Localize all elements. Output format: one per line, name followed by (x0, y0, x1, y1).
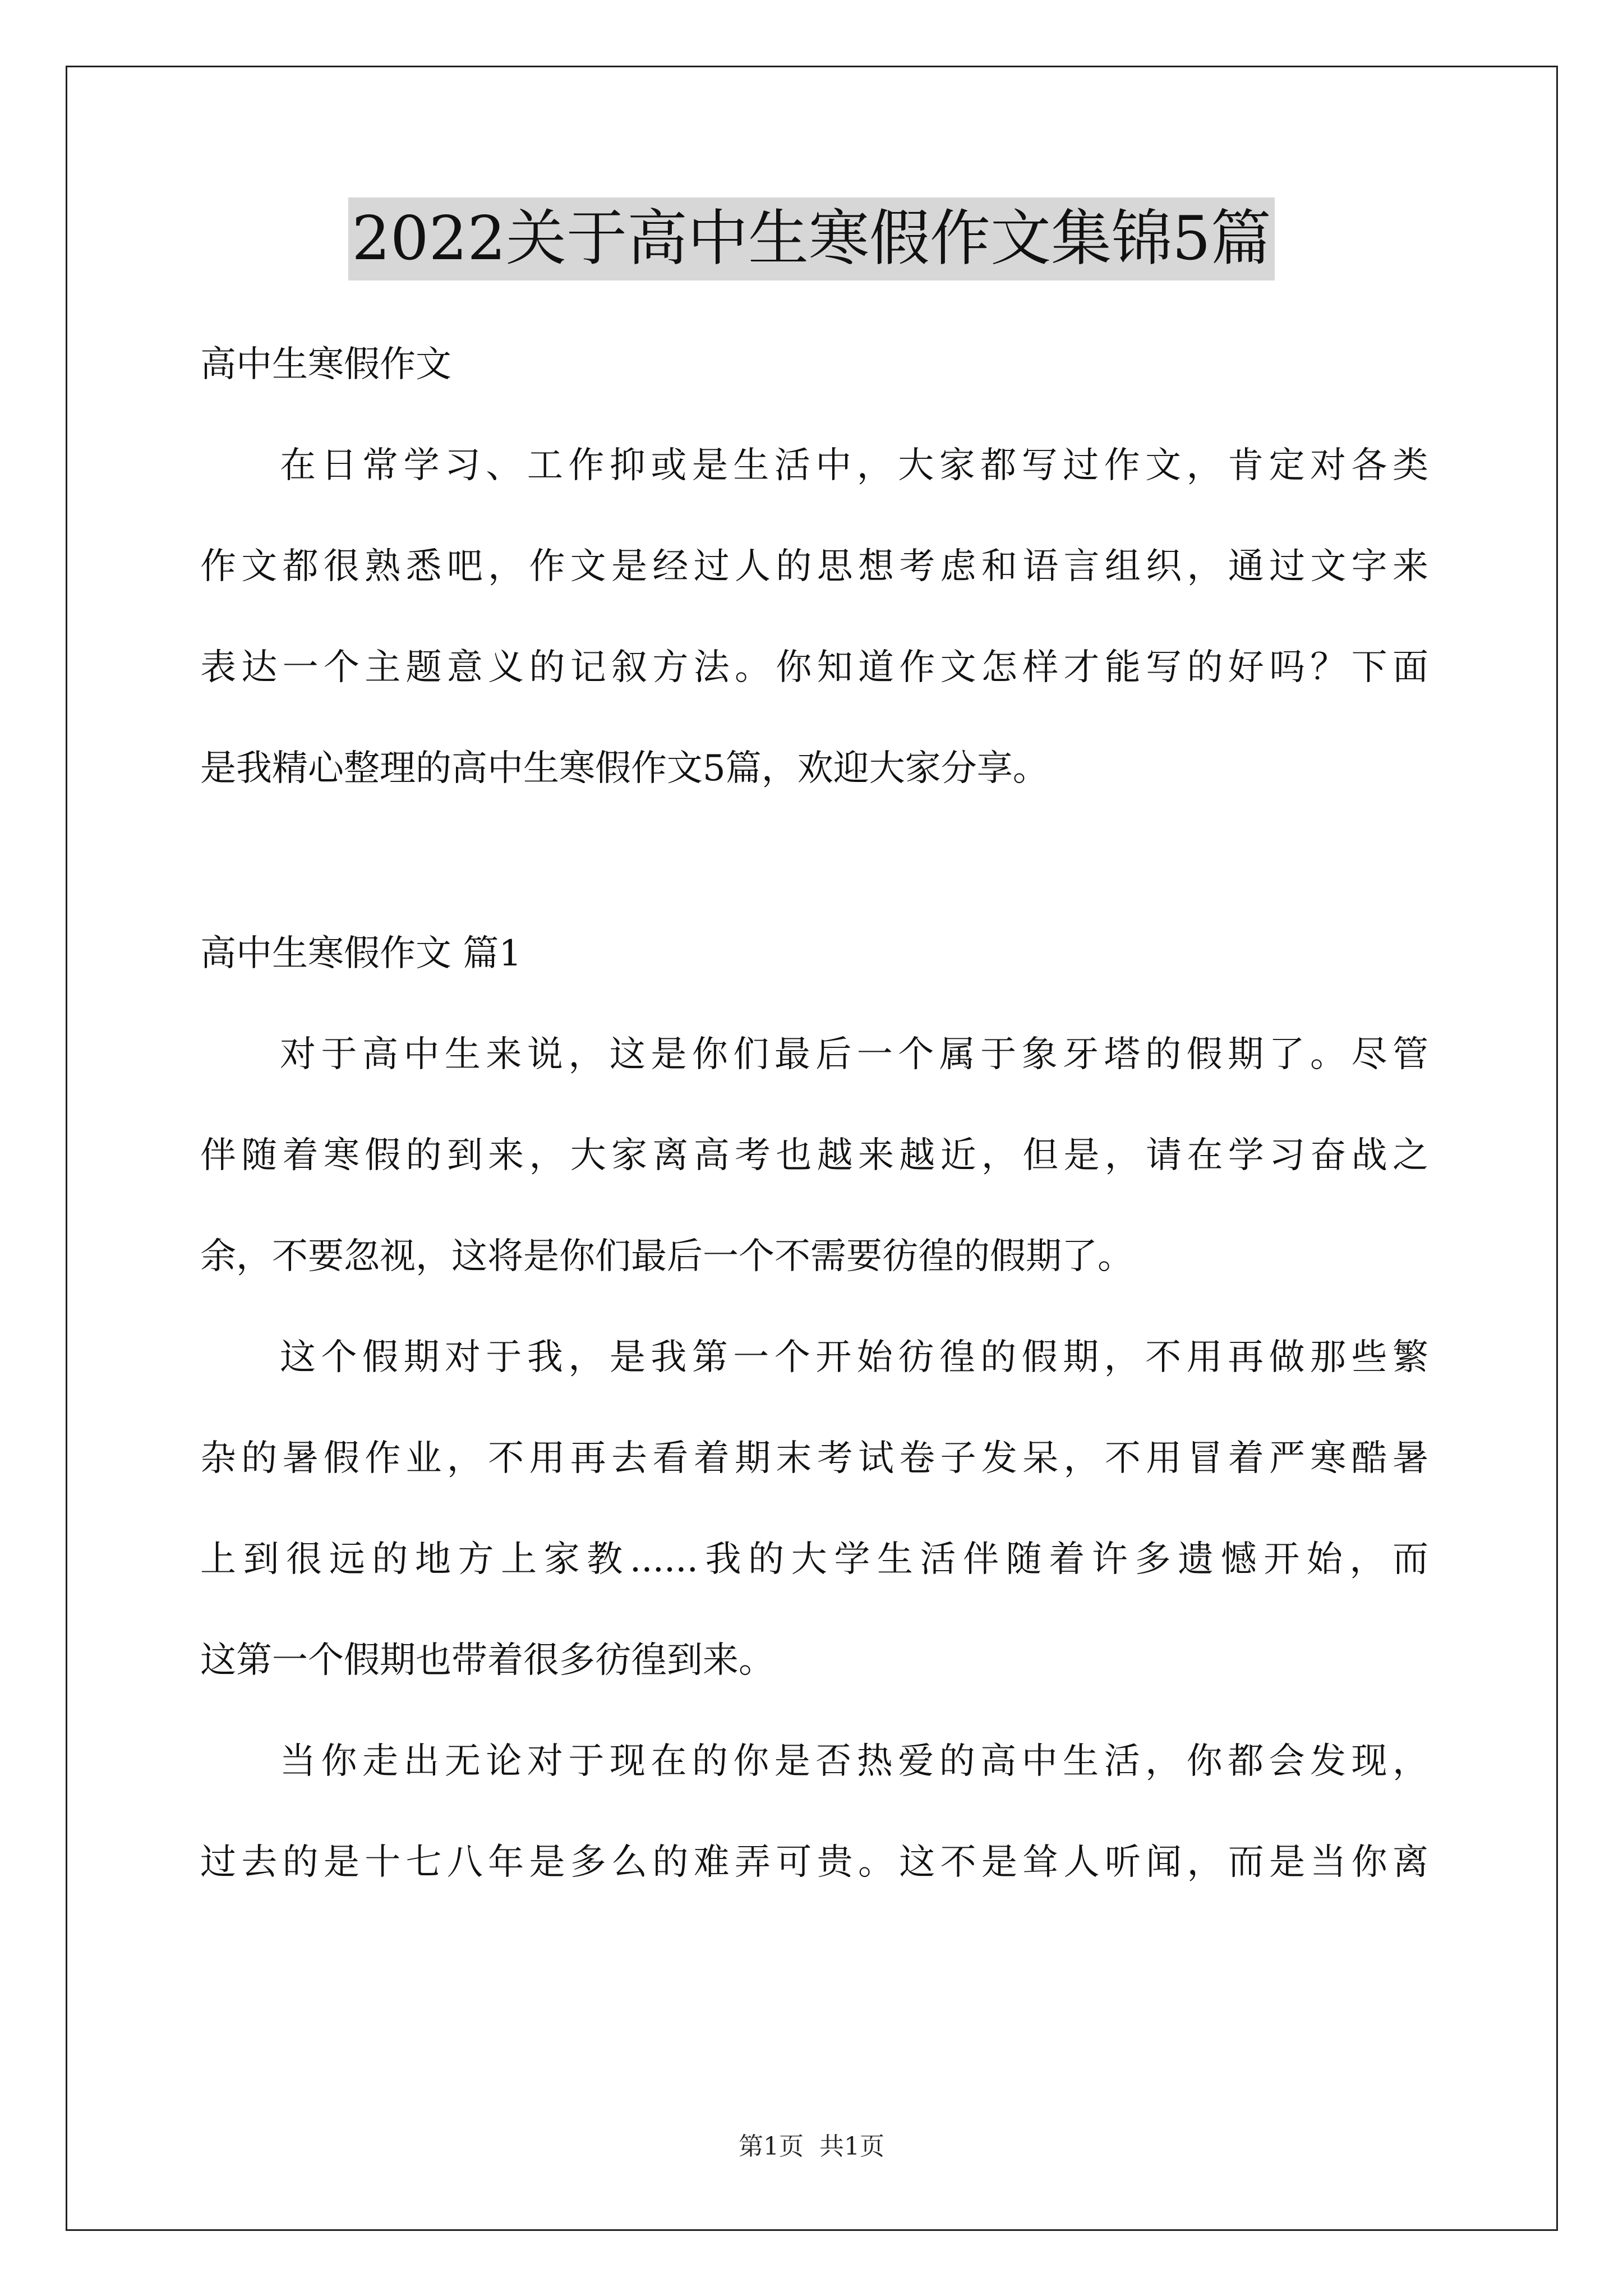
paragraph-line: 过去的是十七八年是多么的难弄可贵。这不是耸人听闻，而是当你离 (200, 1842, 1428, 1883)
paragraph-line: 这个假期对于我，是我第一个开始彷徨的假期，不用再做那些繁 (280, 1337, 1428, 1378)
intro-line: 在日常学习、工作抑或是生活中，大家都写过作文，肯定对各类 (280, 445, 1428, 486)
intro-line: 表达一个主题意义的记叙方法。你知道作文怎样才能写的好吗？下面 (200, 647, 1428, 688)
intro-line: 是我精心整理的高中生寒假作文5篇，欢迎大家分享。 (200, 748, 1049, 789)
paragraph-line: 余，不要忽视，这将是你们最后一个不需要彷徨的假期了。 (200, 1236, 1133, 1277)
page-footer (0, 2126, 1623, 2162)
paragraph-line: 对于高中生来说，这是你们最后一个属于象牙塔的假期了。尽管 (280, 1034, 1428, 1075)
section-heading: 高中生寒假作文 (200, 344, 451, 385)
intro-line: 作文都很熟悉吧，作文是经过人的思想考虑和语言组织，通过文字来 (200, 546, 1428, 587)
paragraph-line: 当你走出无论对于现在的你是否热爱的高中生活，你都会发现， (280, 1741, 1428, 1782)
spacer (200, 819, 1428, 903)
paragraph-line: 上到很远的地方上家教......我的大学生活伴随着许多遗憾开始，而 (200, 1539, 1428, 1580)
paragraph-line: 杂的暑假作业，不用再去看着期末考试卷子发呆，不用冒着严寒酷暑 (200, 1438, 1428, 1479)
paragraph-line: 伴随着寒假的到来，大家离高考也越来越近，但是，请在学习奋战之 (200, 1135, 1428, 1176)
article-heading: 高中生寒假作文 篇1 (200, 933, 522, 974)
document-title: 2022关于高中生寒假作文集锦5篇 (348, 197, 1275, 280)
page-total: 共1页 (819, 2132, 884, 2161)
page-number: 第1页 (739, 2132, 804, 2161)
title-container (0, 197, 1623, 280)
paragraph-line: 这第一个假期也带着很多彷徨到来。 (200, 1640, 774, 1681)
document-body (200, 314, 1428, 1913)
